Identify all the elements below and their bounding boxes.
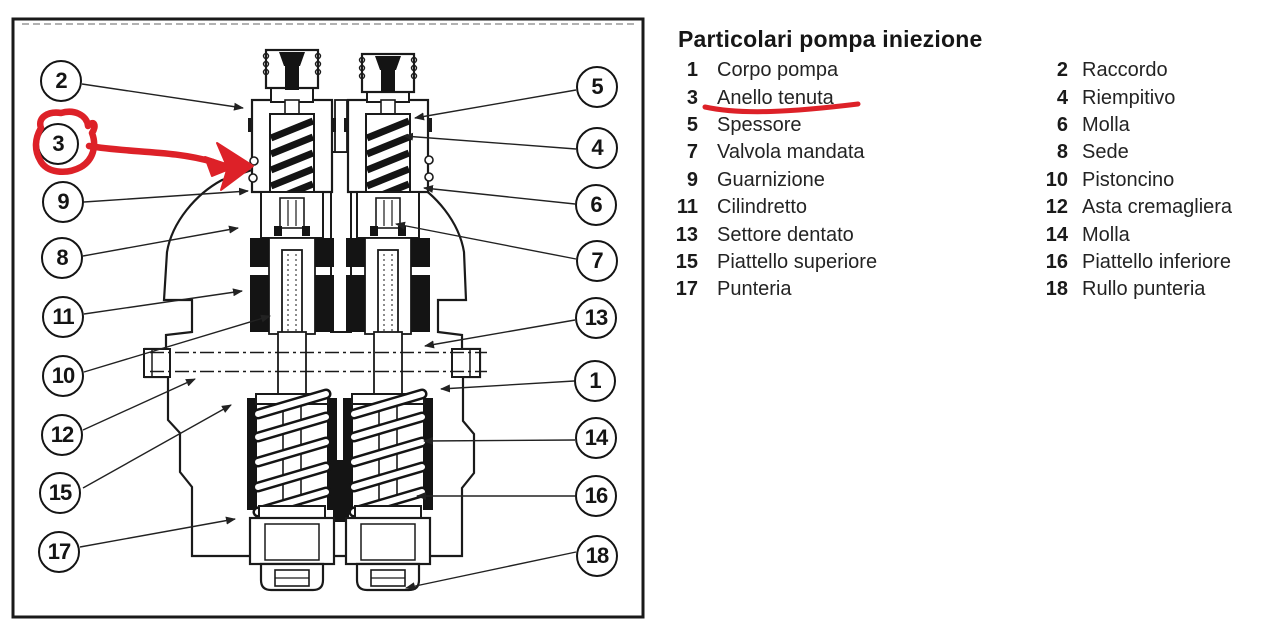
callout-badge: 15 <box>39 472 81 514</box>
legend-item-label: Valvola mandata <box>717 141 865 164</box>
legend-item-label: Molla <box>1082 113 1130 136</box>
legend-item-number: 13 <box>675 223 698 246</box>
callout-badge: 4 <box>576 127 618 169</box>
legend-item-label: Guarnizione <box>717 168 825 191</box>
legend-item-number: 1 <box>686 59 698 82</box>
legend-item <box>1038 221 1232 248</box>
callout-badge: 17 <box>38 531 80 573</box>
legend-item <box>668 194 877 221</box>
callout-badge: 2 <box>40 60 82 102</box>
legend-item-number: 5 <box>686 113 698 136</box>
legend-item-number: 2 <box>1056 59 1068 82</box>
legend-item-number: 16 <box>1045 250 1068 273</box>
legend-item-label: Raccordo <box>1082 59 1168 82</box>
legend-item-number: 11 <box>676 196 698 219</box>
legend-item-number: 3 <box>686 86 698 109</box>
pump-element-right <box>343 54 433 590</box>
callout-badge: 10 <box>42 355 84 397</box>
pump-element-left <box>247 50 337 590</box>
callout-badge: 7 <box>576 240 618 282</box>
legend-item <box>668 57 877 84</box>
legend-item-label: Piattello inferiore <box>1082 250 1231 273</box>
legend-item <box>1038 84 1232 111</box>
legend-title: Particolari pompa iniezione <box>678 26 983 52</box>
callout-badge: 5 <box>576 66 618 108</box>
callout-badge: 8 <box>41 237 83 279</box>
legend-item-label: Pistoncino <box>1082 168 1175 191</box>
legend-item-number: 14 <box>1045 223 1068 246</box>
legend-item-number: 10 <box>1045 168 1068 191</box>
legend-item-number: 18 <box>1045 278 1068 301</box>
legend-item-label: Molla <box>1082 223 1130 246</box>
legend-item-label: Asta cremagliera <box>1082 196 1233 219</box>
legend-item-number: 7 <box>686 141 698 164</box>
legend-item <box>668 139 877 166</box>
legend-item-label: Piattello superiore <box>717 250 878 273</box>
callout-badge: 6 <box>575 184 617 226</box>
legend-item <box>1038 112 1232 139</box>
callout-badge: 16 <box>575 475 617 517</box>
legend-item <box>668 112 877 139</box>
legend-item <box>1038 276 1232 303</box>
legend-item <box>668 221 877 248</box>
callout-badge: 12 <box>41 414 83 456</box>
callout-badge: 13 <box>575 297 617 339</box>
legend-item-number: 8 <box>1056 141 1068 164</box>
legend-item-label: Anello tenuta <box>717 86 834 109</box>
legend-item-label: Punteria <box>717 278 792 301</box>
legend-item-label: Cilindretto <box>717 196 808 219</box>
legend-item-number: 9 <box>686 168 698 191</box>
legend-item-label: Settore dentato <box>717 223 854 246</box>
legend-item <box>1038 139 1232 166</box>
callout-badge: 11 <box>42 296 84 338</box>
legend-item-label: Riempitivo <box>1082 86 1176 109</box>
legend-item <box>1038 57 1232 84</box>
legend-item-label: Sede <box>1082 141 1129 164</box>
legend-item <box>1038 194 1232 221</box>
legend-item-label: Spessore <box>717 113 802 136</box>
callout-badge: 3 <box>37 123 79 165</box>
callout-badge: 9 <box>42 181 84 223</box>
legend-item-number: 6 <box>1056 113 1068 136</box>
legend-item-number: 15 <box>675 250 698 273</box>
legend-item <box>1038 167 1232 194</box>
legend-column-left <box>668 57 877 304</box>
callout-badge: 1 <box>574 360 616 402</box>
legend-item-label: Corpo pompa <box>717 59 839 82</box>
callout-badge: 18 <box>576 535 618 577</box>
legend-item <box>668 249 877 276</box>
legend-item <box>668 276 877 303</box>
legend-item <box>668 84 877 111</box>
legend-item <box>1038 249 1232 276</box>
legend-item-number: 12 <box>1045 196 1068 219</box>
callout-badge: 14 <box>575 417 617 459</box>
legend-column-right <box>1038 57 1232 304</box>
legend-item-label: Rullo punteria <box>1082 278 1206 301</box>
legend-item <box>668 167 877 194</box>
legend-item-number: 17 <box>675 278 698 301</box>
legend-item-number: 4 <box>1056 86 1068 109</box>
